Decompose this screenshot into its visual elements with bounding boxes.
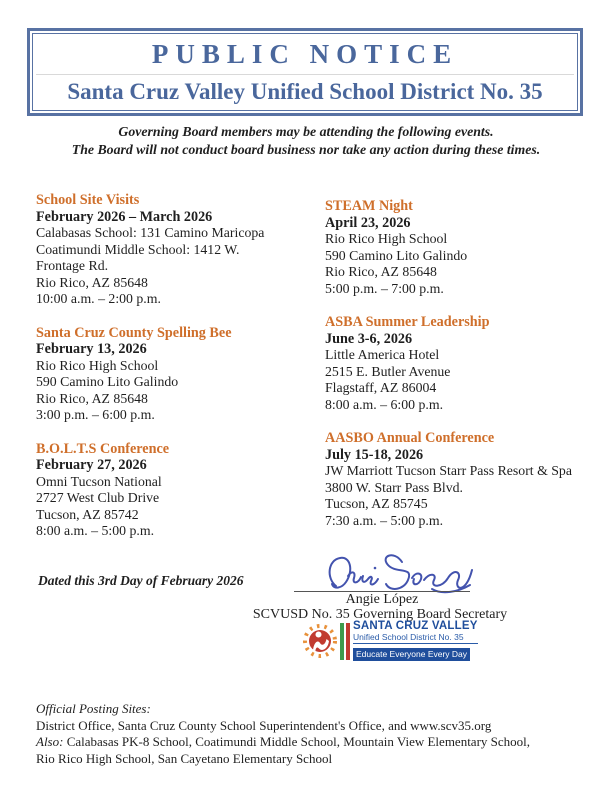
event-detail-line: Rio Rico, AZ 85648 [36,390,148,406]
event-detail-line: Rio Rico, AZ 85648 [325,264,437,279]
event-date: June 3-6, 2026 [325,330,413,347]
district-name: Santa Cruz Valley Unified School District No. 35 [67,79,543,104]
event-detail-line: 590 Camino Lito Galindo [325,247,468,263]
event-detail-line: Calabasas School: 131 Camino Maricopa [36,225,265,240]
logo-district-name: SANTA CRUZ VALLEY [353,620,478,632]
event-date: July 15-18, 2026 [325,446,424,463]
event-detail-line: 5:00 p.m. – 7:00 p.m. [325,280,444,296]
event-detail-line: Rio Rico High School [36,357,159,373]
event-title: ASBA Summer Leadership [325,314,490,330]
logo-motto: Educate Everyone Every Day [353,648,470,661]
event-title: STEAM Night [325,198,413,214]
dated-line: Dated this 3rd Day of February 2026 [38,573,244,588]
posting-sites-line-2-text: Calabasas PK-8 School, Coatimundi Middle School, Mountain View Elementary School, [66,734,531,749]
posting-sites-line-2 [36,734,606,751]
event-detail-line: 7:30 a.m. – 5:00 p.m. [325,512,444,528]
event-title: B.O.L.T.S Conference [36,440,170,457]
event-detail-line: 3800 W. Starr Pass Blvd. [325,479,463,495]
posting-sites-line-1: District Office, Santa Cruz County School Superintendent's Office, and www.scv35.org [36,717,492,733]
event-detail-line: Flagstaff, AZ 86004 [325,380,437,395]
event-block [325,430,610,529]
event-detail-line: 10:00 a.m. – 2:00 p.m. [36,291,161,306]
event-detail-line: Tucson, AZ 85742 [36,506,139,522]
official-posting-sites [36,701,606,767]
logo-red-stripe [346,623,350,660]
events-column-right [325,198,610,546]
sun-figure-icon [303,621,339,661]
posting-sites-label: Official Posting Sites: [36,701,151,716]
event-detail-line: Frontage Rd. [36,258,109,273]
event-detail-line: 590 Camino Lito Galindo [36,374,179,389]
event-date: April 23, 2026 [325,214,411,231]
signatory-role: SCVUSD No. 35 Governing Board Secretary [252,607,508,622]
logo-text [353,620,478,662]
event-detail-line: Rio Rico, AZ 85648 [36,274,148,290]
event-block [36,192,321,308]
signatory-name: Angie López [345,592,419,607]
event-block [36,325,321,424]
event-detail-line: Little America Hotel [325,347,440,362]
event-detail-line: Tucson, AZ 85745 [325,496,428,511]
intro-line-2: The Board will not conduct board business nor take any action during these times. [71,141,541,157]
event-detail-line: 2515 E. Butler Avenue [325,363,451,379]
event-title: School Site Visits [36,192,140,208]
public-notice-box [27,28,583,116]
logo-stripes [340,623,351,660]
event-date: February 27, 2026 [36,457,147,473]
events-column-left [36,192,321,557]
event-detail-line: JW Marriott Tucson Starr Pass Resort & Spa [325,463,572,478]
event-detail-line: Rio Rico High School [325,231,448,246]
event-date: February 2026 – March 2026 [36,208,213,225]
event-block [325,314,610,413]
intro-line-1: Governing Board members may be attending the following events. [118,124,494,139]
event-title: AASBO Annual Conference [325,430,495,446]
event-detail-line: 8:00 a.m. – 5:00 p.m. [36,523,155,538]
event-title: Santa Cruz County Spelling Bee [36,324,232,341]
event-block [36,441,321,540]
event-detail-line: Omni Tucson National [36,473,162,489]
page-title: PUBLIC NOTICE [151,39,459,69]
event-detail-line: 3:00 p.m. – 6:00 p.m. [36,407,155,422]
logo-green-stripe [340,623,344,660]
public-notice-inner-frame [32,33,578,111]
logo-district-subtitle: Unified School District No. 35 [353,632,478,644]
event-detail-line: 8:00 a.m. – 6:00 p.m. [325,396,444,412]
also-label: Also: [36,734,64,749]
district-logo [303,620,478,662]
event-date: February 13, 2026 [36,341,147,357]
posting-sites-line-3: Rio Rico High School, San Cayetano Elementary School [36,750,333,766]
event-block [325,198,610,297]
event-detail-line: Coatimundi Middle School: 1412 W. [36,241,240,257]
event-detail-line: 2727 West Club Drive [36,490,160,505]
intro-statement [0,123,612,158]
